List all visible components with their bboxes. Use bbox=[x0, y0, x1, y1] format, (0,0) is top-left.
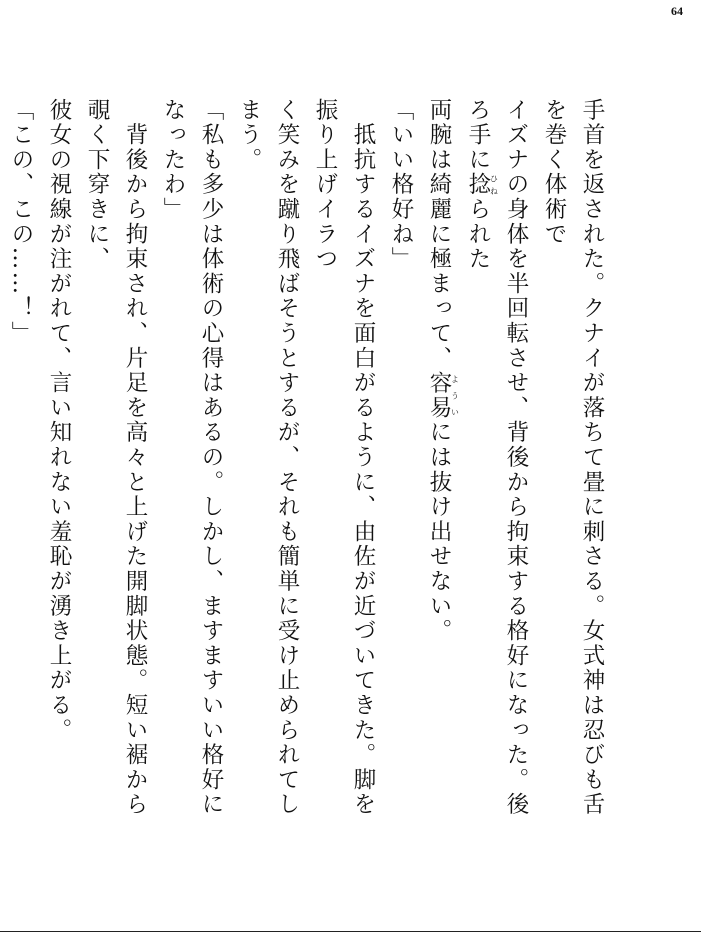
text-line: 両腕は綺麗に極まって、容易よういには抜け出せない。 bbox=[426, 98, 460, 644]
text-line: 「この、この……！」 bbox=[8, 98, 34, 346]
text-line: 抵抗するイズナを面白がるように、由佐が近づいてきた。脚を振り上げイラつ bbox=[312, 98, 376, 818]
furigana: ひね bbox=[489, 172, 499, 198]
page-number: 64 bbox=[671, 4, 683, 18]
body-text bbox=[8, 98, 611, 818]
text-line: 「私も多少は体術の心得はあるの。しかし、ますますいい格好になったわ」 bbox=[160, 98, 224, 818]
text-line: イズナの身体を半回転させ、背後から拘束する格好になった。後ろ手に捻ひねられた bbox=[465, 98, 529, 818]
bottom-rule bbox=[0, 931, 701, 932]
ruby-word: 捻ひね bbox=[465, 172, 499, 198]
text-line: 背後から拘束され、片足を高々と上げた開脚状態。短い裾から覗く下穿きに、 bbox=[84, 98, 148, 818]
text-line: 彼女の視線が注がれて、言い知れない羞恥が湧き上がる。 bbox=[46, 98, 72, 743]
text-line: く笑みを蹴り飛ばそうとするが、それも簡単に受け止められてしまう。 bbox=[236, 98, 300, 818]
text-line: 手首を返された。クナイが落ちて畳に刺さる。女式神は忍びも舌を巻く体術で bbox=[541, 98, 605, 818]
text-line: 「いい格好ね」 bbox=[388, 98, 414, 272]
furigana: ようい bbox=[450, 370, 460, 421]
text-line bbox=[0, 98, 2, 818]
ruby-word: 容易ようい bbox=[426, 370, 460, 421]
